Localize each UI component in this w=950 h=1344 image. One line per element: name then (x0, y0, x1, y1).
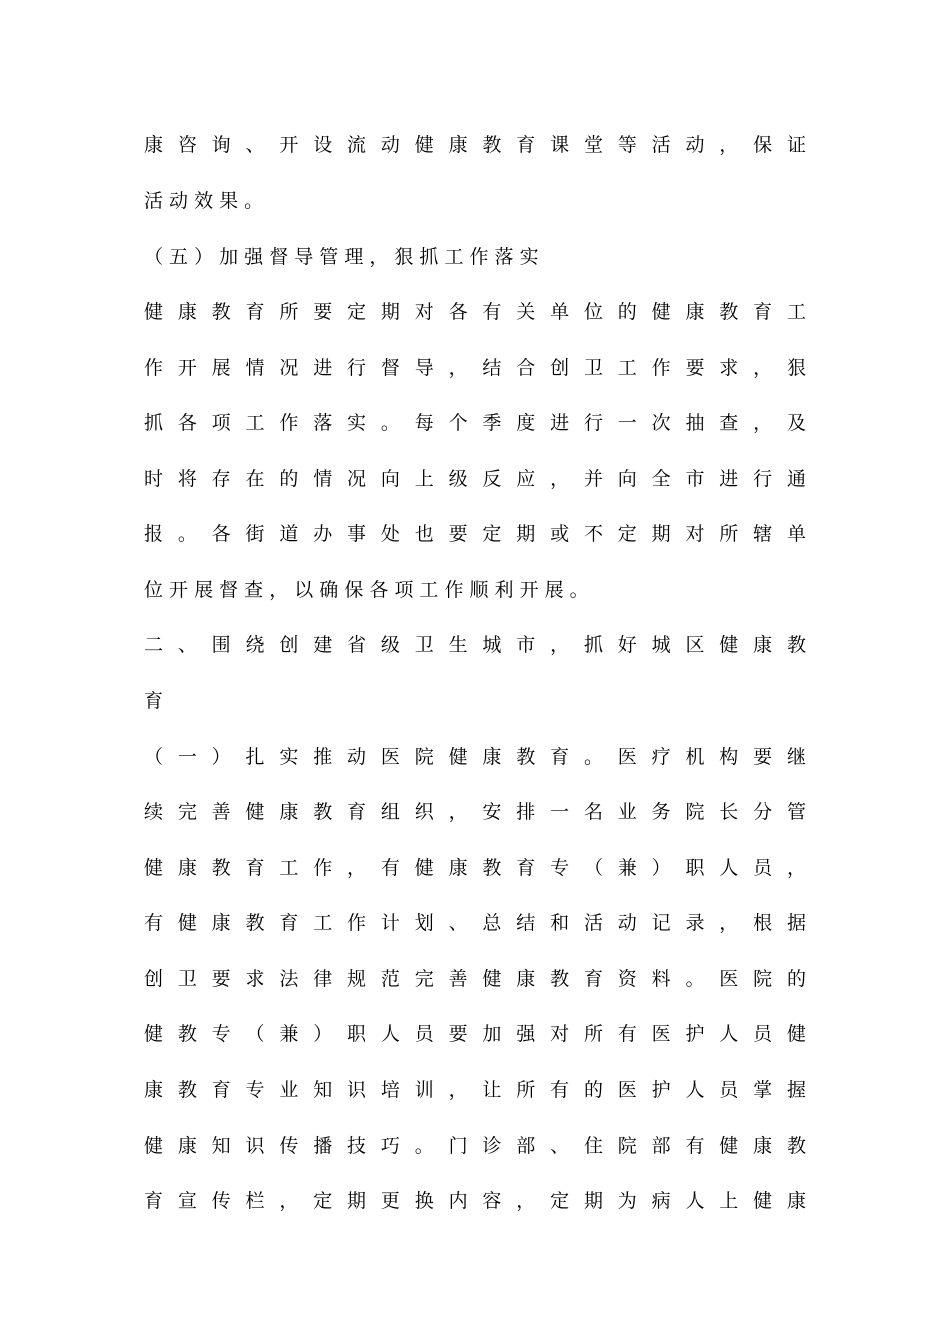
text-line-14: 健 康 教 育 工 作 ， 有 健 康 教 育 专 （ 兼 ） 职 人 员 ， (144, 857, 806, 879)
text-line-4: 健 康 教 育 所 要 定 期 对 各 有 关 单 位 的 健 康 教 育 工 (144, 301, 806, 323)
text-line-17: 健 教 专 （ 兼 ） 职 人 员 要 加 强 对 所 有 医 护 人 员 健 (144, 1023, 806, 1045)
text-line-8: 报 。 各 街 道 办 事 处 也 要 定 期 或 不 定 期 对 所 辖 单 (144, 523, 806, 545)
text-line-2: 活 动 效 果 。 (144, 190, 264, 212)
text-line-18: 康 教 育 专 业 知 识 培 训 ， 让 所 有 的 医 护 人 员 掌 握 (144, 1079, 806, 1101)
text-line-6: 抓 各 项 工 作 落 实 。 每 个 季 度 进 行 一 次 抽 查 ， 及 (144, 412, 806, 434)
section-heading-2-cont: 育 (144, 690, 164, 712)
text-line-5: 作 开 展 情 况 进 行 督 导 ， 结 合 创 卫 工 作 要 求 ， 狠 (144, 357, 806, 379)
text-line-19: 健 康 知 识 传 播 技 巧 。 门 诊 部 、 住 院 部 有 健 康 教 (144, 1135, 806, 1157)
text-line-12: （ 一 ） 扎 实 推 动 医 院 健 康 教 育 。 医 疗 机 构 要 继 (144, 746, 806, 768)
section-heading-5: （ 五 ） 加 强 督 导 管 理 ， 狠 抓 工 作 落 实 (144, 246, 539, 268)
section-heading-2: 二 、 围 绕 创 建 省 级 卫 生 城 市 ， 抓 好 城 区 健 康 教 (144, 634, 806, 656)
text-line-13: 续 完 善 健 康 教 育 组 织 ， 安 排 一 名 业 务 院 长 分 管 (144, 801, 806, 823)
text-line-15: 有 健 康 教 育 工 作 计 划 、 总 结 和 活 动 记 录 ， 根 据 (144, 912, 806, 934)
text-line-9: 位 开 展 督 查 ， 以 确 保 各 项 工 作 顺 利 开 展 。 (144, 579, 589, 601)
text-line-1: 康 咨 询 、 开 设 流 动 健 康 教 育 课 堂 等 活 动 ， 保 证 (144, 134, 806, 156)
text-line-16: 创 卫 要 求 法 律 规 范 完 善 健 康 教 育 资 料 。 医 院 的 (144, 968, 806, 990)
text-line-7: 时 将 存 在 的 情 况 向 上 级 反 应 ， 并 向 全 市 进 行 通 (144, 468, 806, 490)
text-line-20: 育 宣 传 栏 ， 定 期 更 换 内 容 ， 定 期 为 病 人 上 健 康 (144, 1190, 806, 1212)
